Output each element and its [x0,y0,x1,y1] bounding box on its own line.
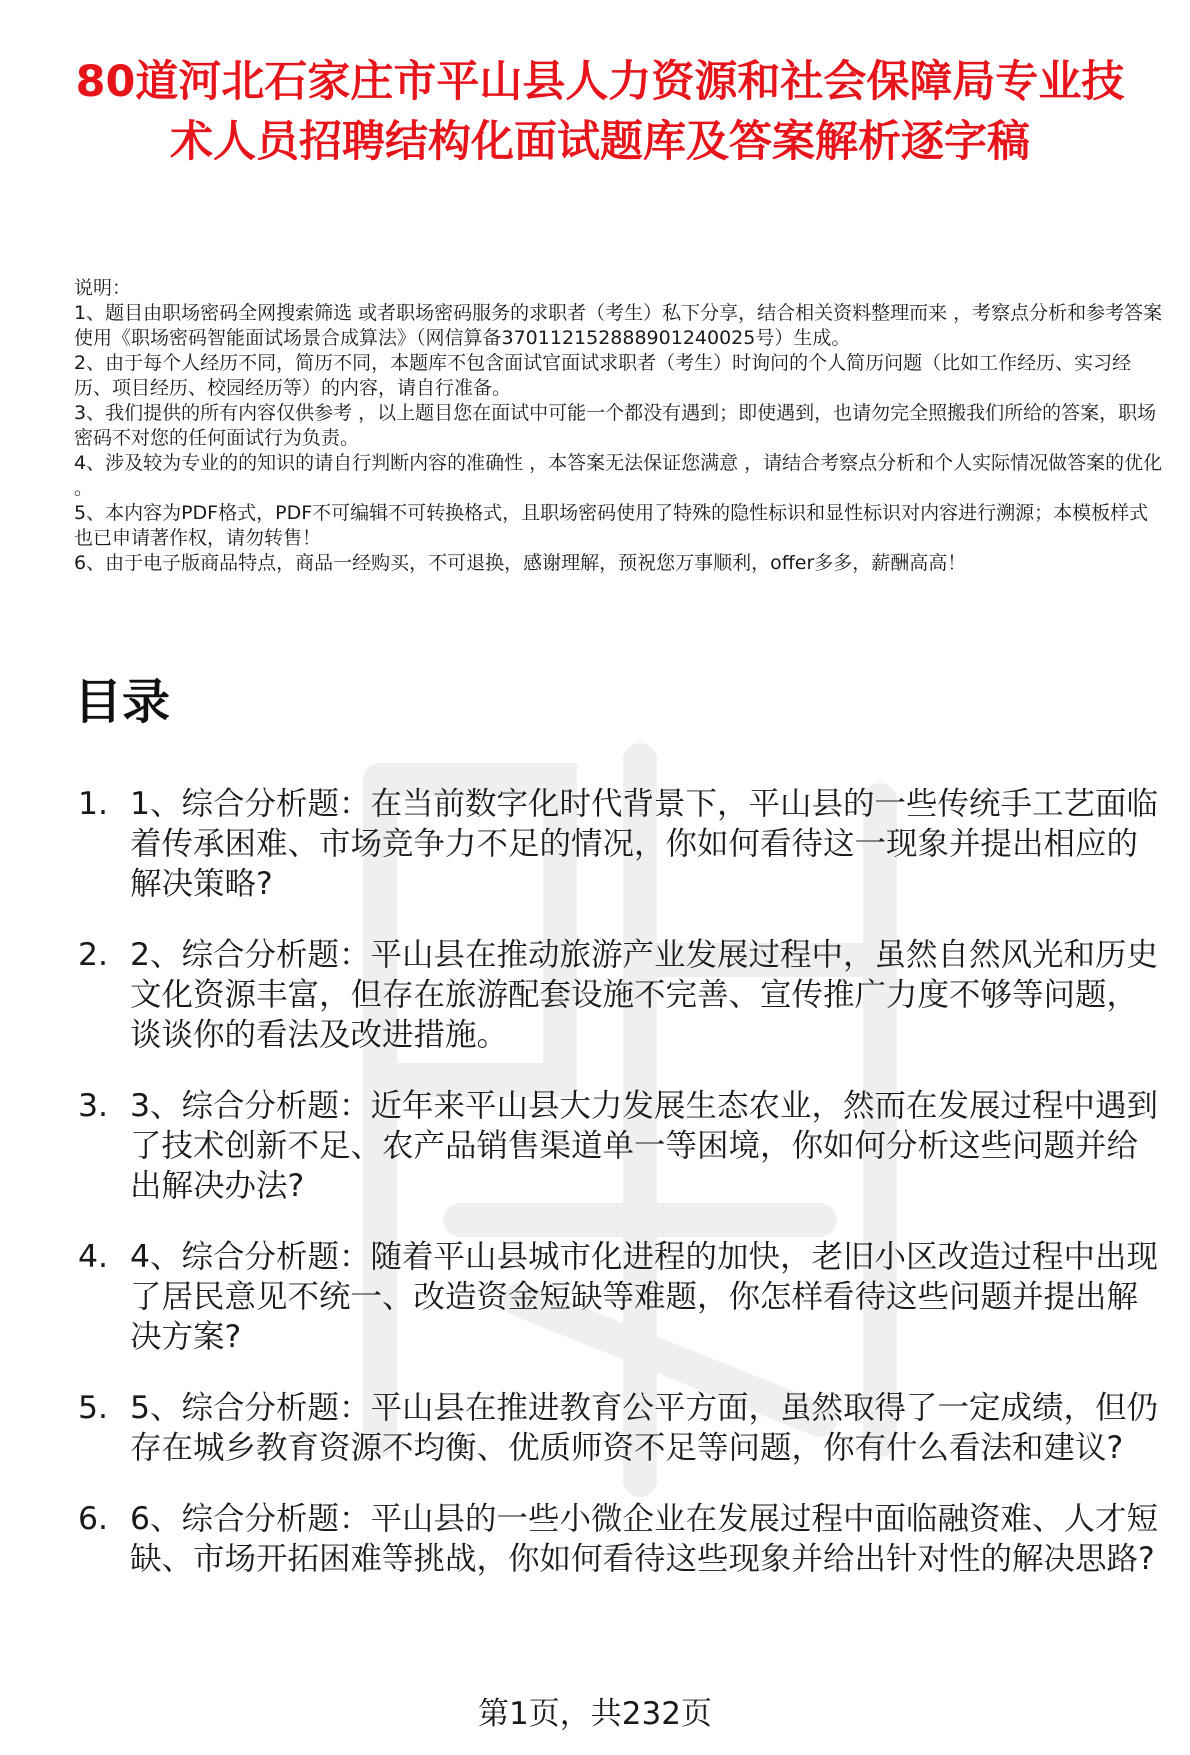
toc-item-number: 3. [78,1088,109,1124]
instruction-item: 2、由于每个人经历不同，简历不同，本题库不包含面试官面试求职者（考生）时询问的个人简历问题（比如工作经历、实习经历、项目经历、校园经历等）的内容，请自行准备。 [74,352,1132,399]
instructions-heading: 说明： [74,277,132,299]
instruction-item: 4、涉及较为专业的的知识的请自行判断内容的准确性 ，本答案无法保证您满意 ，请结合考察点分析和个人实际情况做答案的优化 。 [74,452,1163,499]
page-number: 第1页，共232页 [478,1696,712,1732]
toc-item-number: 1. [78,786,109,822]
instruction-item: 3、我们提供的所有内容仅供参考 ，以上题目您在面试中可能一个都没有遇到；即使遇到，也请勿完全照搬我们所给的答案，职场密码不对您的任何面试行为负责。 [74,402,1157,449]
instruction-item: 1、题目由职场密码全网搜索筛选 或者职场密码服务的求职者（考生）私下分享，结合相关资料整理而来 ，考察点分析和参考答案使用《职场密码智能面试场景合成算法》（网信算备370112152888901240025号）生成。 [74,302,1163,349]
toc-heading: 目录 [74,674,171,730]
instruction-item: 6、由于电子版商品特点，商品一经购买，不可退换，感谢理解，预祝您万事顺利，offer多多，薪酬高高！ [74,552,967,574]
toc-item-text[interactable]: 5、综合分析题：平山县在推进教育公平方面，虽然取得了一定成绩，但仍存在城乡教育资源不均衡、优质师资不足等问题，你有什么看法和建议? [130,1390,1159,1466]
toc-item-number: 5. [78,1390,109,1426]
toc-item-text[interactable]: 4、综合分析题：随着平山县城市化进程的加快，老旧小区改造过程中出现了居民意见不统一、改造资金短缺等难题，你怎样看待这些问题并提出解决方案? [130,1239,1159,1355]
toc-item[interactable] [74,1237,1169,1357]
toc-item[interactable] [74,784,1169,904]
toc-item-text[interactable]: 2、综合分析题：平山县在推动旅游产业发展过程中，虽然自然风光和历史文化资源丰富，但存在旅游配套设施不完善、宣传推广力度不够等问题，谈谈你的看法及改进措施。 [130,937,1159,1053]
toc-item-text[interactable]: 1、综合分析题：在当前数字化时代背景下，平山县的一些传统手工艺面临着传承困难、市场竞争力不足的情况，你如何看待这一现象并提出相应的解决策略? [130,786,1159,902]
instructions-section [74,276,1164,576]
instruction-item: 5、本内容为PDF格式，PDF不可编辑不可转换格式，且职场密码使用了特殊的隐性标识和显性标识对内容进行溯源；本模板样式也已申请著作权，请勿转售！ [74,502,1149,549]
toc-item-text[interactable]: 3、综合分析题：近年来平山县大力发展生态农业，然而在发展过程中遇到了技术创新不足、农产品销售渠道单一等困境，你如何分析这些问题并给出解决办法? [130,1088,1159,1204]
toc-item-number: 6. [78,1501,109,1537]
toc-item[interactable] [74,1086,1169,1206]
toc-item-text[interactable]: 6、综合分析题：平山县的一些小微企业在发展过程中面临融资难、人才短缺、市场开拓困难等挑战，你如何看待这些现象并给出针对性的解决思路? [130,1501,1159,1577]
toc-list [74,784,1169,1610]
document-title: 80道河北石家庄市平山县人力资源和社会保障局专业技术人员招聘结构化面试题库及答案解析逐字稿 [75,57,1125,167]
toc-item-number: 2. [78,937,109,973]
toc-item[interactable] [74,1388,1169,1468]
toc-item[interactable] [74,935,1169,1055]
toc-item-number: 4. [78,1239,109,1275]
toc-item[interactable] [74,1499,1169,1579]
